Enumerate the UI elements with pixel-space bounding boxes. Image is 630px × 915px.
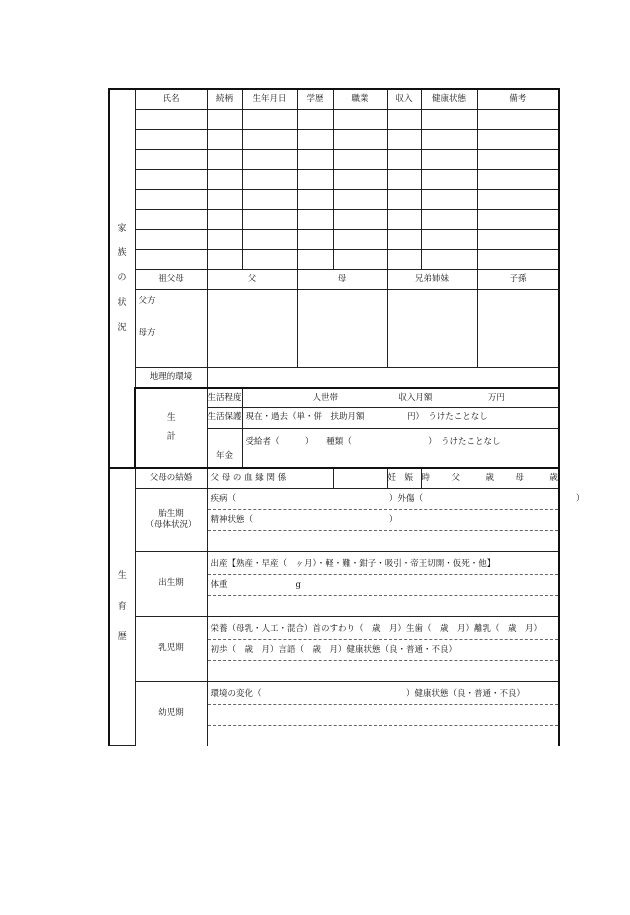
- birth-line-2[interactable]: 体重 g: [208, 575, 559, 596]
- family-cell[interactable]: [135, 129, 207, 149]
- blood-relation-cell[interactable]: [333, 468, 387, 488]
- family-cell[interactable]: [477, 209, 559, 229]
- family-cell[interactable]: [297, 189, 333, 209]
- family-cell[interactable]: [477, 189, 559, 209]
- family-cell[interactable]: [421, 209, 477, 229]
- family-cell[interactable]: [297, 149, 333, 169]
- grandparents-cell[interactable]: [135, 289, 207, 367]
- infant-cell[interactable]: [207, 616, 559, 681]
- fetal-line-2[interactable]: 精神状態（ ）: [208, 510, 559, 531]
- family-cell[interactable]: [242, 249, 297, 269]
- living-level-row: [109, 388, 559, 407]
- family-cell[interactable]: [297, 109, 333, 129]
- family-cell[interactable]: [387, 249, 421, 269]
- fetal-label: 胎生期 （母体状況）: [135, 488, 207, 551]
- family-cell[interactable]: [297, 209, 333, 229]
- blood-relation-label: 父 母 の 血 縁 関 係: [207, 468, 333, 488]
- family-cell[interactable]: [387, 109, 421, 129]
- infant-line-1[interactable]: 栄養（母乳・人工・混合）首のすわり（ 歳 月）生歯（ 歳 月）離乳（ 歳 月）: [208, 619, 559, 640]
- family-cell[interactable]: [207, 149, 242, 169]
- header-name: 氏名: [135, 89, 207, 109]
- family-cell[interactable]: [207, 129, 242, 149]
- family-table: [108, 88, 585, 746]
- header-grandparents: 祖父母: [135, 269, 207, 289]
- family-row: [109, 169, 559, 189]
- mother-age: 母 歳: [515, 473, 558, 484]
- family-cell[interactable]: [333, 209, 387, 229]
- record-form: [108, 88, 585, 740]
- family-cell[interactable]: [421, 149, 477, 169]
- parent-age-cell[interactable]: [421, 468, 559, 488]
- family-cell[interactable]: [477, 229, 559, 249]
- pension-label: 年金: [207, 428, 242, 468]
- family-cell[interactable]: [387, 209, 421, 229]
- family-cell[interactable]: [242, 129, 297, 149]
- family-cell[interactable]: [421, 249, 477, 269]
- environment-cell[interactable]: [207, 367, 559, 388]
- family-cell[interactable]: [242, 209, 297, 229]
- welfare-value[interactable]: 現在・過去（単・併 扶助月額 円） うけたことなし: [242, 407, 559, 428]
- fetal-cell[interactable]: [207, 488, 585, 551]
- fetal-sublabel: （母体状況）: [145, 519, 197, 530]
- family-cell[interactable]: [207, 189, 242, 209]
- family-cell[interactable]: [297, 129, 333, 149]
- marriage-label: 父母の結婚: [135, 468, 207, 488]
- family-cell[interactable]: [333, 129, 387, 149]
- family-row: [109, 209, 559, 229]
- family-cell[interactable]: [135, 189, 207, 209]
- family-cell[interactable]: [387, 189, 421, 209]
- fetal-row: [109, 488, 559, 551]
- family-row: [109, 229, 559, 249]
- mother-cell[interactable]: [297, 289, 387, 367]
- infant-line-3[interactable]: [208, 661, 559, 681]
- family-cell[interactable]: [477, 129, 559, 149]
- family-cell[interactable]: [207, 109, 242, 129]
- family-cell[interactable]: [135, 209, 207, 229]
- family-cell[interactable]: [477, 109, 559, 129]
- family-cell[interactable]: [135, 229, 207, 249]
- living-level-cell[interactable]: [242, 388, 559, 407]
- header-income: 収入: [387, 89, 421, 109]
- infant-line-2[interactable]: 初歩（ 歳 月）言語（ 歳 月）健康状態（良・普通・不良）: [208, 640, 559, 661]
- family-cell[interactable]: [387, 169, 421, 189]
- heredity-row: [109, 289, 559, 367]
- family-cell[interactable]: [477, 249, 559, 269]
- infant-row: [109, 616, 559, 681]
- family-cell[interactable]: [242, 149, 297, 169]
- section-growth-label: 生 育 歴: [109, 468, 135, 746]
- birth-label: 出生期: [135, 551, 207, 616]
- family-cell[interactable]: [333, 249, 387, 269]
- family-cell[interactable]: [242, 189, 297, 209]
- section-family-label: 家 族 の 状 況: [109, 89, 135, 468]
- income-unit: 万円: [487, 392, 505, 403]
- father-side-label: 父方: [138, 295, 156, 306]
- early-line-1[interactable]: 環境の変化（ ）健康状態（良・普通・不良）: [208, 684, 559, 705]
- living-level-label: 生活程度: [207, 388, 242, 407]
- header-mother: 母: [297, 269, 387, 289]
- mother-side-label: 母方: [138, 327, 156, 338]
- fetal-line-1[interactable]: 疾病（ ）外傷（ ）: [208, 489, 559, 510]
- family-cell[interactable]: [421, 109, 477, 129]
- father-age: 父 歳: [451, 473, 495, 484]
- infant-label: 乳児期: [135, 616, 207, 681]
- family-cell[interactable]: [421, 189, 477, 209]
- siblings-cell[interactable]: [387, 289, 477, 367]
- marriage-row: [109, 468, 559, 488]
- pregnancy-label: 妊 娠 時: [387, 468, 421, 488]
- header-occupation: 職業: [333, 89, 387, 109]
- early-line-3[interactable]: [208, 726, 559, 746]
- environment-label: 地理的環境: [135, 367, 207, 388]
- family-row: [109, 109, 559, 129]
- family-cell[interactable]: [421, 129, 477, 149]
- fetal-line-3[interactable]: [208, 531, 559, 551]
- header-relation: 続柄: [207, 89, 242, 109]
- family-cell[interactable]: [135, 109, 207, 129]
- heredity-header-row: [109, 269, 559, 289]
- family-row: [109, 249, 559, 269]
- family-cell[interactable]: [387, 129, 421, 149]
- family-row: [109, 129, 559, 149]
- family-cell[interactable]: [421, 229, 477, 249]
- header-education: 学歴: [297, 89, 333, 109]
- family-cell[interactable]: [333, 149, 387, 169]
- family-cell[interactable]: [242, 169, 297, 189]
- pension-value[interactable]: 受給者（ ） 種類（ ） うけたことなし: [242, 428, 559, 468]
- birth-row: [109, 551, 559, 616]
- family-cell[interactable]: [387, 149, 421, 169]
- header-descendants: 子孫: [477, 269, 559, 289]
- early-line-2[interactable]: [208, 705, 559, 726]
- early-childhood-row: [109, 681, 559, 746]
- family-cell[interactable]: [333, 169, 387, 189]
- header-remarks: 備考: [477, 89, 559, 109]
- family-cell[interactable]: [135, 249, 207, 269]
- environment-row: [109, 367, 559, 388]
- family-cell[interactable]: [387, 229, 421, 249]
- family-cell[interactable]: [207, 209, 242, 229]
- family-cell[interactable]: [333, 109, 387, 129]
- family-row: [109, 149, 559, 169]
- family-cell[interactable]: [297, 249, 333, 269]
- family-cell[interactable]: [135, 169, 207, 189]
- family-cell[interactable]: [242, 109, 297, 129]
- early-childhood-label: 幼児期: [135, 681, 207, 746]
- family-cell[interactable]: [421, 169, 477, 189]
- birth-cell[interactable]: [207, 551, 559, 616]
- family-cell[interactable]: [477, 149, 559, 169]
- header-health: 健康状態: [421, 89, 477, 109]
- family-cell[interactable]: [207, 169, 242, 189]
- income-label: 収入月額: [398, 392, 433, 403]
- family-cell[interactable]: [333, 189, 387, 209]
- family-cell[interactable]: [242, 229, 297, 249]
- family-row: [109, 189, 559, 209]
- father-cell[interactable]: [207, 289, 297, 367]
- family-cell[interactable]: [477, 169, 559, 189]
- header-father: 父: [207, 269, 297, 289]
- birth-line-1[interactable]: 出産【熟産・早産（ ヶ月）・軽・難・鉗子・吸引・帝王切開・仮死・他】: [208, 554, 559, 575]
- family-cell[interactable]: [297, 229, 333, 249]
- header-siblings: 兄弟姉妹: [387, 269, 477, 289]
- descendants-cell[interactable]: [477, 289, 559, 367]
- family-cell[interactable]: [297, 169, 333, 189]
- section-livelihood-label: 生 計: [135, 388, 207, 468]
- family-cell[interactable]: [207, 229, 242, 249]
- welfare-label: 生活保護: [207, 407, 242, 428]
- family-cell[interactable]: [207, 249, 242, 269]
- early-childhood-cell[interactable]: [207, 681, 559, 746]
- header-birthdate: 生年月日: [242, 89, 297, 109]
- birth-line-3[interactable]: [208, 596, 559, 616]
- family-cell[interactable]: [333, 229, 387, 249]
- family-cell[interactable]: [135, 149, 207, 169]
- living-level-value: 人世帯: [312, 392, 339, 403]
